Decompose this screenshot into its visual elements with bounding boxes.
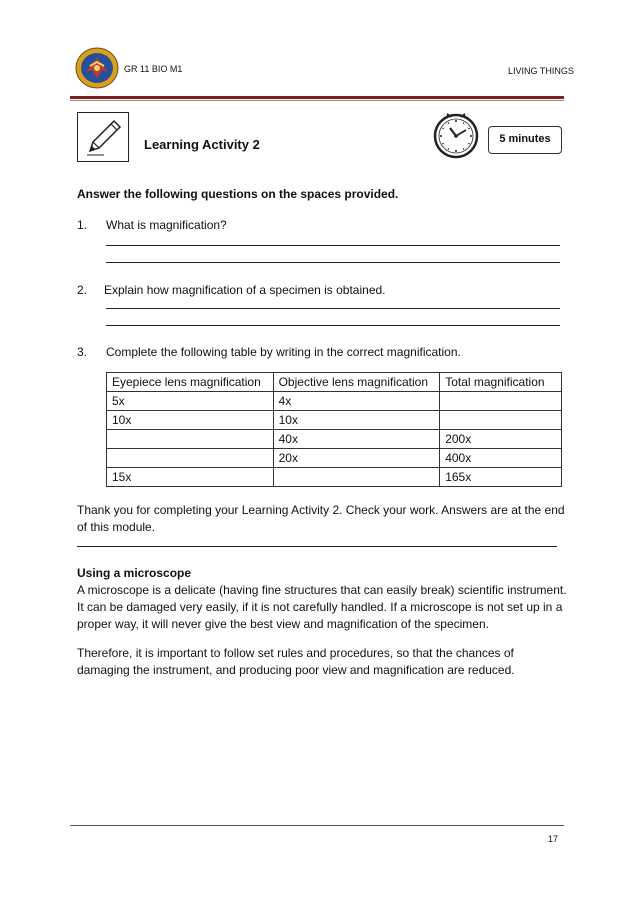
- table-cell: 15x: [107, 468, 274, 487]
- question-number: 1.: [77, 218, 88, 232]
- school-logo-icon: [74, 46, 120, 90]
- table-cell[interactable]: [107, 449, 274, 468]
- table-cell[interactable]: [440, 392, 562, 411]
- section-divider: [77, 546, 557, 547]
- answer-line[interactable]: [106, 325, 560, 326]
- answer-line[interactable]: [106, 308, 560, 309]
- table-cell: 10x: [107, 411, 274, 430]
- table-header-cell: Eyepiece lens magnification: [107, 373, 274, 392]
- question-number: 3.: [77, 345, 88, 359]
- question-number: 2.: [77, 283, 88, 297]
- answer-line[interactable]: [106, 262, 560, 263]
- answer-line[interactable]: [106, 245, 560, 246]
- table-row: [107, 468, 562, 487]
- table-cell: 5x: [107, 392, 274, 411]
- section-heading: Using a microscope: [77, 566, 192, 580]
- header-rule: [70, 96, 564, 99]
- table-cell: 40x: [273, 430, 440, 449]
- header-rule-thin: [70, 100, 564, 101]
- header-left-label: GR 11 BIO M1: [124, 64, 183, 74]
- question-text: What is magnification?: [106, 218, 227, 232]
- closing-line: of this module.: [77, 520, 156, 534]
- closing-line: Thank you for completing your Learning Activity 2. Check your work. Answers are at the end: [77, 503, 565, 517]
- instructions: Answer the following questions on the spaces provided.: [77, 187, 399, 201]
- paragraph-line: proper way, it will never give the best view and magnification of the specimen.: [77, 617, 489, 631]
- table-row: [107, 430, 562, 449]
- activity-title: Learning Activity 2: [144, 137, 260, 152]
- table-row: [107, 449, 562, 468]
- pencil-icon: [78, 113, 128, 161]
- footer-rule: [70, 825, 564, 826]
- table-cell[interactable]: [107, 430, 274, 449]
- clock-icon: [428, 110, 484, 160]
- table-cell: 20x: [273, 449, 440, 468]
- paragraph-line: A microscope is a delicate (having fine structures that can easily break) scientific instrument.: [77, 583, 567, 597]
- table-cell: 200x: [440, 430, 562, 449]
- page-number: 17: [548, 834, 559, 844]
- question-text: Explain how magnification of a specimen is obtained.: [104, 283, 386, 297]
- table-header-row: [107, 373, 562, 392]
- paragraph-line: It can be damaged very easily, if it is not carefully handled. If a microscope is not set up in a: [77, 600, 563, 614]
- paragraph-line: damaging the instrument, and producing poor view and magnification are reduced.: [77, 663, 515, 677]
- table-header-cell: Objective lens magnification: [273, 373, 440, 392]
- table-row: [107, 411, 562, 430]
- question-text: Complete the following table by writing in the correct magnification.: [106, 345, 461, 359]
- table-cell: 4x: [273, 392, 440, 411]
- table-cell: 165x: [440, 468, 562, 487]
- pencil-icon-box: [77, 112, 129, 162]
- table-cell: 400x: [440, 449, 562, 468]
- table-header-cell: Total magnification: [440, 373, 562, 392]
- table-cell[interactable]: [273, 468, 440, 487]
- time-badge: 5 minutes: [488, 126, 562, 154]
- table-cell[interactable]: [440, 411, 562, 430]
- table-row: [107, 392, 562, 411]
- table-cell: 10x: [273, 411, 440, 430]
- magnification-table: [106, 372, 562, 487]
- paragraph-line: Therefore, it is important to follow set rules and procedures, so that the chances of: [77, 646, 514, 660]
- header-right-label: LIVING THINGS: [508, 66, 574, 76]
